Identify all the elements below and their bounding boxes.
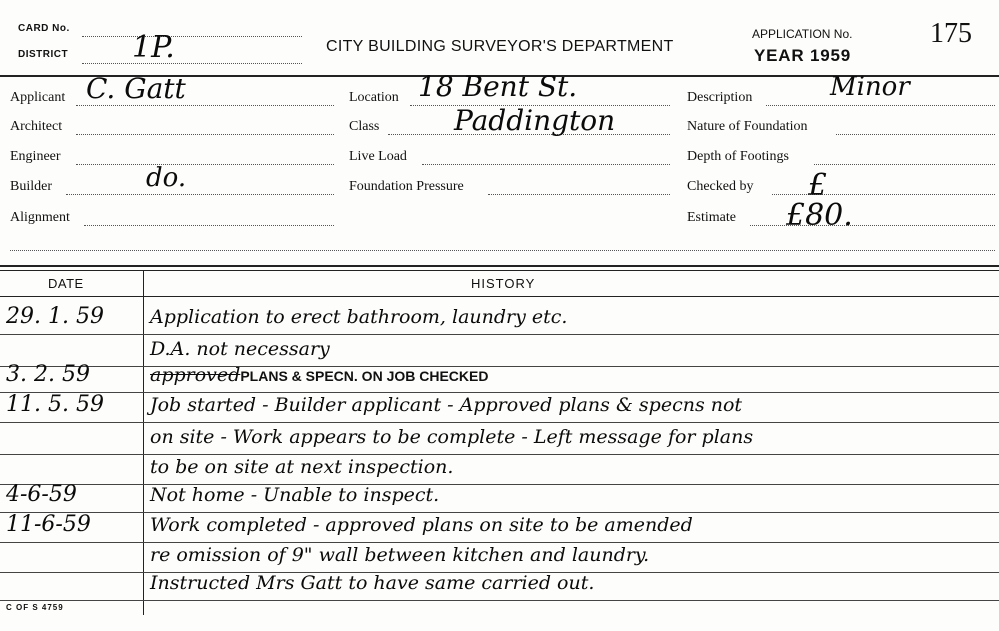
architect-label: Architect — [10, 119, 63, 134]
history-top-rule-2 — [0, 270, 999, 271]
builder-line — [66, 194, 334, 195]
history-entry — [150, 338, 330, 360]
engineer-line — [76, 164, 334, 165]
history-date: 3. 2. 59 — [6, 362, 90, 387]
history-text: Not home - Unable to inspect. — [150, 484, 440, 506]
history-entry — [150, 484, 439, 506]
location-value: 18 Bent St. — [418, 70, 578, 103]
history-text: re omission of 9" wall between kitchen and laundry. — [150, 544, 650, 566]
description-line — [766, 105, 995, 106]
history-text: D.A. not necessary — [150, 338, 330, 360]
card-no-line — [82, 36, 302, 37]
engineer-label: Engineer — [10, 149, 61, 164]
history-row-rule — [0, 334, 999, 335]
depth-of-footings-label: Depth of Footings — [687, 149, 789, 164]
history-row-rule — [0, 600, 999, 601]
applicant-value: C. Gatt — [86, 72, 186, 105]
history-struck-text: approved — [150, 364, 241, 386]
description-value: Minor — [830, 72, 910, 102]
history-row-rule — [0, 454, 999, 455]
application-no-value: 175 — [930, 18, 972, 49]
history-entry — [150, 544, 649, 566]
history-entry — [150, 456, 453, 478]
builder-label: Builder — [10, 179, 52, 194]
checked-value: £ — [808, 168, 828, 203]
history-text: to be on site at next inspection. — [150, 456, 454, 478]
description-label: Description — [687, 90, 753, 105]
history-top-rule — [0, 265, 999, 267]
district-value: 1P. — [132, 30, 175, 65]
builder-value: do. — [146, 163, 187, 193]
history-date: 29. 1. 59 — [6, 304, 104, 329]
history-date: 4-6-59 — [6, 482, 77, 507]
card-no-label: CARD No. — [18, 23, 70, 34]
district-label: DISTRICT — [18, 49, 69, 60]
fields-bottom-line — [10, 250, 995, 251]
applicant-line — [76, 105, 334, 106]
history-entry — [150, 394, 742, 416]
foundation-pressure-line — [488, 194, 670, 195]
department-title: CITY BUILDING SURVEYOR'S DEPARTMENT — [326, 38, 674, 55]
history-column-divider — [143, 270, 144, 615]
applicant-label: Applicant — [10, 90, 66, 105]
application-no-label: APPLICATION No. — [752, 27, 853, 41]
history-entry — [150, 426, 753, 448]
history-row-rule — [0, 422, 999, 423]
nature-line — [836, 134, 995, 135]
date-header: DATE — [48, 276, 84, 291]
history-header: HISTORY — [471, 276, 536, 291]
history-text: Application to erect bathroom, laundry etc. — [150, 306, 568, 328]
checked-line — [772, 194, 995, 195]
history-text: Job started - Builder applicant - Approved plans & specns not — [150, 394, 743, 416]
history-text: Instructed Mrs Gatt to have same carried out. — [150, 572, 595, 594]
history-row-rule — [0, 392, 999, 393]
estimate-value: £80. — [786, 198, 853, 233]
nature-of-foundation-label: Nature of Foundation — [687, 119, 808, 134]
form-code: C OF S 4759 — [6, 603, 64, 612]
class-value: Paddington — [454, 104, 616, 137]
history-entry — [150, 514, 693, 536]
class-label: Class — [349, 119, 380, 134]
history-date: 11. 5. 59 — [6, 392, 104, 417]
history-entry — [150, 306, 567, 328]
alignment-label: Alignment — [10, 210, 70, 225]
history-entry — [150, 572, 594, 594]
history-text: Work completed - approved plans on site to be amended — [150, 514, 693, 536]
history-entry — [150, 364, 488, 386]
history-row-rule — [0, 512, 999, 513]
live-load-label: Live Load — [349, 149, 407, 164]
location-label: Location — [349, 90, 399, 105]
foundation-pressure-label: Foundation Pressure — [349, 179, 464, 194]
live-load-line — [422, 164, 670, 165]
history-row-rule — [0, 542, 999, 543]
history-stamp-text: PLANS & SPECN. ON JOB CHECKED — [240, 368, 489, 384]
history-date: 11-6-59 — [6, 512, 91, 537]
estimate-label: Estimate — [687, 210, 736, 225]
history-header-rule — [0, 296, 999, 297]
depth-line — [814, 164, 995, 165]
architect-line — [76, 134, 334, 135]
district-line — [82, 63, 302, 64]
year-label: YEAR 1959 — [754, 46, 851, 65]
checked-by-label: Checked by — [687, 179, 754, 194]
history-text: on site - Work appears to be complete - Left message for plans — [150, 426, 754, 448]
alignment-line — [84, 225, 334, 226]
